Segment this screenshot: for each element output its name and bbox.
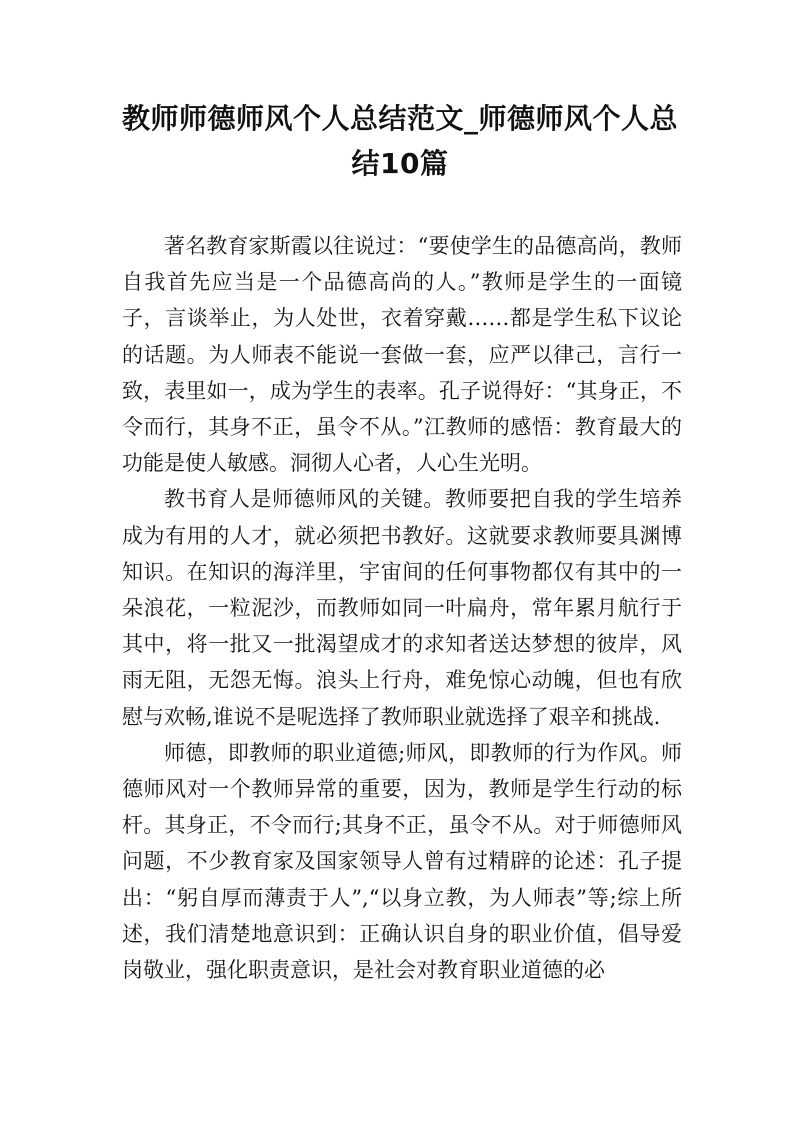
paragraph-2: 教书育人是师德师风的关键。教师要把自我的学生培养成为有用的人才，就必须把书教好。这就要求教师要具渊博知识。在知识的海洋里，宇宙间的任何事物都仅有其中的一朵浪花，一粒泥沙，而教师如同一叶扁舟，常年累月航行于其中，将一批又一批渴望成才的求知者送达梦想的彼岸，风雨无阻，无怨无悔。浪头上行舟，难免惊心动魄，但也有欣慰与欢畅,谁说不是呢选择了教师职业就选择了艰辛和挑战. xyxy=(122,487,682,729)
document-body xyxy=(122,228,682,988)
document-title: 教师师德师风个人总结范文_师德师风个人总结10篇 xyxy=(121,102,678,180)
paragraph-1: 著名教育家斯霞以往说过：“要使学生的品德高尚，教师自我首先应当是一个品德高尚的人。”教师是学生的一面镜子，言谈举止，为人处世，衣着穿戴……都是学生私下议论的话题。为人师表不能说一套做一套，应严以律己，言行一致，表里如一，成为学生的表率。孔子说得好：“其身正，不令而行，其身不正，虽令不从。”江教师的感悟：教育最大的功能是使人敏感。洞彻人心者，人心生光明。 xyxy=(122,234,682,476)
paragraph-3: 师德，即教师的职业道德;师风，即教师的行为作风。师德师风对一个教师异常的重要，因为，教师是学生行动的标杆。其身正，不令而行;其身不正，虽令不从。对于师德师风问题，不少教育家及国家领导人曾有过精辟的论述：孔子提出：“躬自厚而薄责于人”,“以身立教，为人师表”等;综上所述，我们清楚地意识到：正确认识自身的职业价值，倡导爱岗敬业，强化职责意识，是社会对教育职业道德的必 xyxy=(122,740,682,983)
